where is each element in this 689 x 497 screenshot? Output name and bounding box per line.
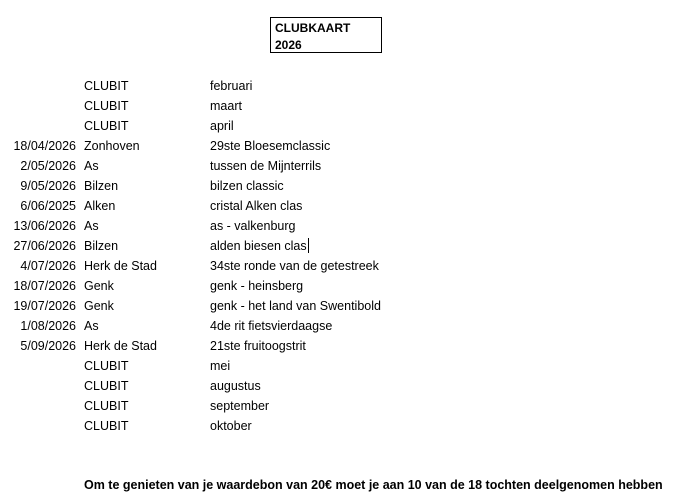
table-row: [0, 216, 689, 236]
row-event: april: [210, 119, 234, 133]
row-date: 13/06/2026: [13, 219, 76, 233]
row-date: 2/05/2026: [20, 159, 76, 173]
table-row: [0, 336, 689, 356]
row-place: CLUBIT: [84, 359, 129, 373]
row-place: As: [84, 319, 99, 333]
row-place: CLUBIT: [84, 399, 129, 413]
row-place: CLUBIT: [84, 79, 129, 93]
text-cursor: [308, 238, 309, 253]
row-event-editing[interactable]: [210, 236, 309, 256]
row-event: tussen de Mijnterrils: [210, 159, 322, 173]
table-row: [0, 376, 689, 396]
row-place: Bilzen: [84, 239, 119, 253]
table-row: [0, 96, 689, 116]
row-place: CLUBIT: [84, 379, 129, 393]
table-row: [0, 316, 689, 336]
row-date: 19/07/2026: [13, 299, 76, 313]
document-title: CLUBKAART: [275, 21, 351, 35]
row-date: 4/07/2026: [20, 259, 76, 273]
row-date: 6/06/2025: [20, 199, 76, 213]
row-event: 34ste ronde van de getestreek: [210, 259, 379, 273]
row-event: genk - heinsberg: [210, 279, 304, 293]
row-event: as - valkenburg: [210, 219, 296, 233]
table-row: [0, 396, 689, 416]
row-event: 29ste Bloesemclassic: [210, 139, 331, 153]
row-date: 1/08/2026: [20, 319, 76, 333]
row-event-text: alden biesen clas: [210, 239, 307, 253]
row-place: Zonhoven: [84, 139, 140, 153]
row-event: cristal Alken clas: [210, 199, 303, 213]
row-place: Genk: [84, 299, 114, 313]
row-place: As: [84, 219, 99, 233]
row-event: september: [210, 399, 270, 413]
table-row: [0, 416, 689, 436]
table-row: [0, 256, 689, 276]
table-row: [0, 276, 689, 296]
row-event: augustus: [210, 379, 261, 393]
row-event: 21ste fruitoogstrit: [210, 339, 306, 353]
row-place: Genk: [84, 279, 114, 293]
row-place: Alken: [84, 199, 116, 213]
row-event: 4de rit fietsvierdaagse: [210, 319, 333, 333]
row-date: 18/04/2026: [13, 139, 76, 153]
table-row: [0, 116, 689, 136]
document-year: 2026: [275, 38, 302, 52]
row-date: 9/05/2026: [20, 179, 76, 193]
table-row: [0, 136, 689, 156]
row-place: CLUBIT: [84, 99, 129, 113]
row-date: 27/06/2026: [13, 239, 76, 253]
row-place: Herk de Stad: [84, 339, 157, 353]
row-event: maart: [210, 99, 242, 113]
row-date: 5/09/2026: [20, 339, 76, 353]
row-event: genk - het land van Swentibold: [210, 299, 381, 313]
row-place: As: [84, 159, 99, 173]
row-event: oktober: [210, 419, 252, 433]
voucher-note: Om te genieten van je waardebon van 20€ moet je aan 10 van de 18 tochten deelgenomen hebben: [84, 478, 663, 492]
row-event: februari: [210, 79, 253, 93]
row-place: CLUBIT: [84, 419, 129, 433]
table-row: [0, 296, 689, 316]
row-place: CLUBIT: [84, 119, 129, 133]
table-row: [0, 76, 689, 96]
schedule-table: [0, 76, 689, 436]
row-event: bilzen classic: [210, 179, 284, 193]
table-row: [0, 156, 689, 176]
table-row: [0, 356, 689, 376]
table-row: [0, 236, 689, 256]
row-event: mei: [210, 359, 231, 373]
table-row: [0, 196, 689, 216]
row-date: 18/07/2026: [13, 279, 76, 293]
table-row: [0, 176, 689, 196]
row-place: Bilzen: [84, 179, 119, 193]
title-box: [270, 17, 382, 53]
row-place: Herk de Stad: [84, 259, 157, 273]
